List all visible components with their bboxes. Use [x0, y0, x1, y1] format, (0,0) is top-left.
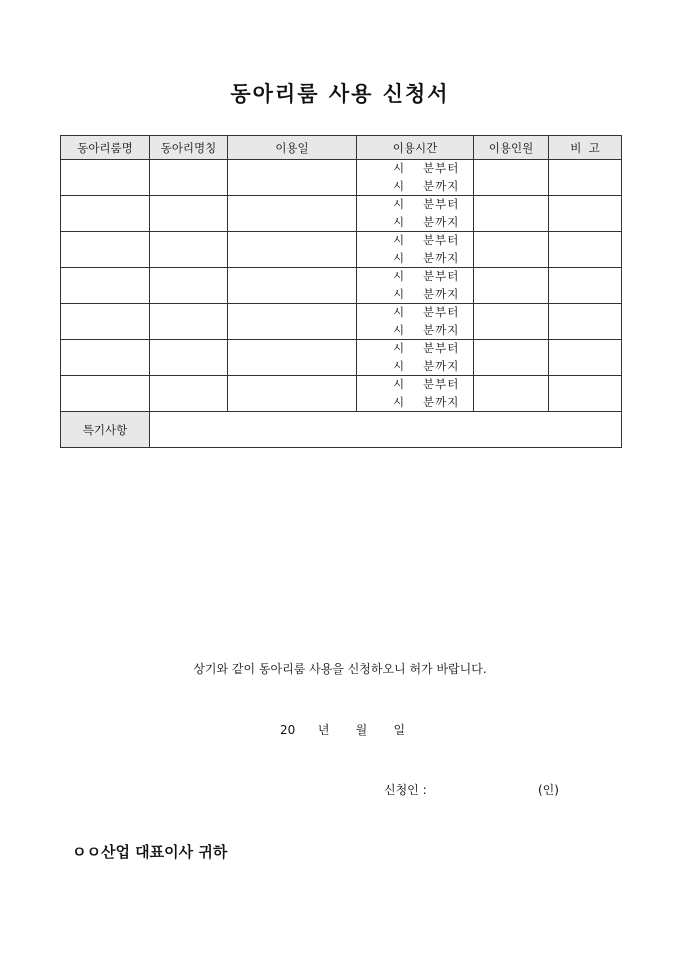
minute-label: 분까지	[423, 178, 460, 193]
use-date-cell[interactable]	[228, 160, 357, 196]
note-cell[interactable]	[549, 196, 622, 232]
headcount-cell[interactable]	[474, 232, 549, 268]
use-time-cell[interactable]	[357, 160, 474, 196]
minute-label: 분부터	[423, 269, 460, 283]
time-start-line	[357, 196, 473, 214]
hour-label: 시	[393, 394, 405, 409]
table-row	[61, 340, 622, 376]
minute-label: 분까지	[423, 250, 460, 265]
use-time-cell[interactable]	[357, 232, 474, 268]
seal-mark: (인)	[538, 783, 559, 797]
headcount-cell[interactable]	[474, 268, 549, 304]
remarks-row	[61, 412, 622, 448]
room-name-cell[interactable]	[61, 340, 150, 376]
time-end-line	[357, 250, 473, 268]
use-time-cell[interactable]	[357, 304, 474, 340]
note-cell[interactable]	[549, 376, 622, 412]
application-table	[60, 135, 622, 448]
hour-label: 시	[393, 197, 405, 211]
hour-label: 시	[393, 305, 405, 319]
hour-label: 시	[393, 233, 405, 247]
club-name-cell[interactable]	[150, 304, 228, 340]
hour-label: 시	[393, 214, 405, 229]
header-club-name: 동아리명칭	[150, 136, 228, 160]
use-date-cell[interactable]	[228, 232, 357, 268]
document-title: 동아리룸 사용 신청서	[230, 81, 450, 106]
minute-label: 분부터	[423, 233, 460, 247]
time-start-line	[357, 160, 473, 178]
club-name-cell[interactable]	[150, 232, 228, 268]
club-name-cell[interactable]	[150, 268, 228, 304]
use-date-cell[interactable]	[228, 268, 357, 304]
header-note: 비 고	[549, 136, 622, 160]
room-name-cell[interactable]	[61, 376, 150, 412]
note-cell[interactable]	[549, 232, 622, 268]
hour-label: 시	[393, 358, 405, 373]
minute-label: 분까지	[423, 358, 460, 373]
date-line	[280, 721, 405, 738]
table-header-row	[61, 136, 622, 160]
room-name-cell[interactable]	[61, 232, 150, 268]
room-name-cell[interactable]	[61, 268, 150, 304]
note-cell[interactable]	[549, 160, 622, 196]
room-name-cell[interactable]	[61, 160, 150, 196]
applicant-label: 신청인 :	[384, 783, 427, 797]
time-start-line	[357, 376, 473, 394]
club-name-cell[interactable]	[150, 160, 228, 196]
note-cell[interactable]	[549, 304, 622, 340]
note-cell[interactable]	[549, 340, 622, 376]
use-date-cell[interactable]	[228, 304, 357, 340]
minute-label: 분부터	[423, 197, 460, 211]
table-row	[61, 232, 622, 268]
use-time-cell[interactable]	[357, 196, 474, 232]
time-start-line	[357, 340, 473, 358]
hour-label: 시	[393, 341, 405, 355]
time-end-line	[357, 178, 473, 196]
time-end-line	[357, 358, 473, 376]
headcount-cell[interactable]	[474, 376, 549, 412]
date-century: 20	[280, 723, 296, 737]
header-use-date: 이용일	[228, 136, 357, 160]
date-year-label: 년	[317, 723, 330, 737]
use-date-cell[interactable]	[228, 340, 357, 376]
recipient: ㅇㅇ산업 대표이사 귀하	[72, 843, 228, 861]
club-name-cell[interactable]	[150, 340, 228, 376]
club-name-cell[interactable]	[150, 196, 228, 232]
minute-label: 분까지	[423, 286, 460, 301]
table-row	[61, 196, 622, 232]
table-row	[61, 376, 622, 412]
header-use-time: 이용시간	[357, 136, 474, 160]
use-time-cell[interactable]	[357, 268, 474, 304]
time-start-line	[357, 268, 473, 286]
minute-label: 분부터	[423, 305, 460, 319]
time-end-line	[357, 394, 473, 412]
hour-label: 시	[393, 377, 405, 391]
use-time-cell[interactable]	[357, 376, 474, 412]
minute-label: 분부터	[423, 377, 460, 391]
date-day-label: 일	[393, 723, 406, 737]
hour-label: 시	[393, 322, 405, 337]
headcount-cell[interactable]	[474, 304, 549, 340]
use-date-cell[interactable]	[228, 196, 357, 232]
applicant-line	[384, 781, 564, 798]
hour-label: 시	[393, 178, 405, 193]
minute-label: 분부터	[423, 341, 460, 355]
remarks-label: 특기사항	[61, 412, 150, 448]
hour-label: 시	[393, 250, 405, 265]
minute-label: 분까지	[423, 214, 460, 229]
request-statement: 상기와 같이 동아리룸 사용을 신청하오니 허가 바랍니다.	[193, 662, 487, 676]
table-row	[61, 268, 622, 304]
hour-label: 시	[393, 269, 405, 283]
time-end-line	[357, 286, 473, 304]
room-name-cell[interactable]	[61, 196, 150, 232]
header-room-name: 동아리룸명	[61, 136, 150, 160]
hour-label: 시	[393, 161, 405, 175]
minute-label: 분까지	[423, 322, 460, 337]
hour-label: 시	[393, 286, 405, 301]
club-name-cell[interactable]	[150, 376, 228, 412]
date-month-label: 월	[355, 723, 368, 737]
headcount-cell[interactable]	[474, 340, 549, 376]
headcount-cell[interactable]	[474, 196, 549, 232]
use-date-cell[interactable]	[228, 376, 357, 412]
table-row	[61, 160, 622, 196]
time-start-line	[357, 232, 473, 250]
note-cell[interactable]	[549, 268, 622, 304]
minute-label: 분까지	[423, 394, 460, 409]
room-name-cell[interactable]	[61, 304, 150, 340]
minute-label: 분부터	[423, 161, 460, 175]
headcount-cell[interactable]	[474, 160, 549, 196]
time-end-line	[357, 214, 473, 232]
table-row	[61, 304, 622, 340]
header-headcount: 이용인원	[474, 136, 549, 160]
time-start-line	[357, 304, 473, 322]
time-end-line	[357, 322, 473, 340]
remarks-field[interactable]	[150, 412, 622, 448]
use-time-cell[interactable]	[357, 340, 474, 376]
